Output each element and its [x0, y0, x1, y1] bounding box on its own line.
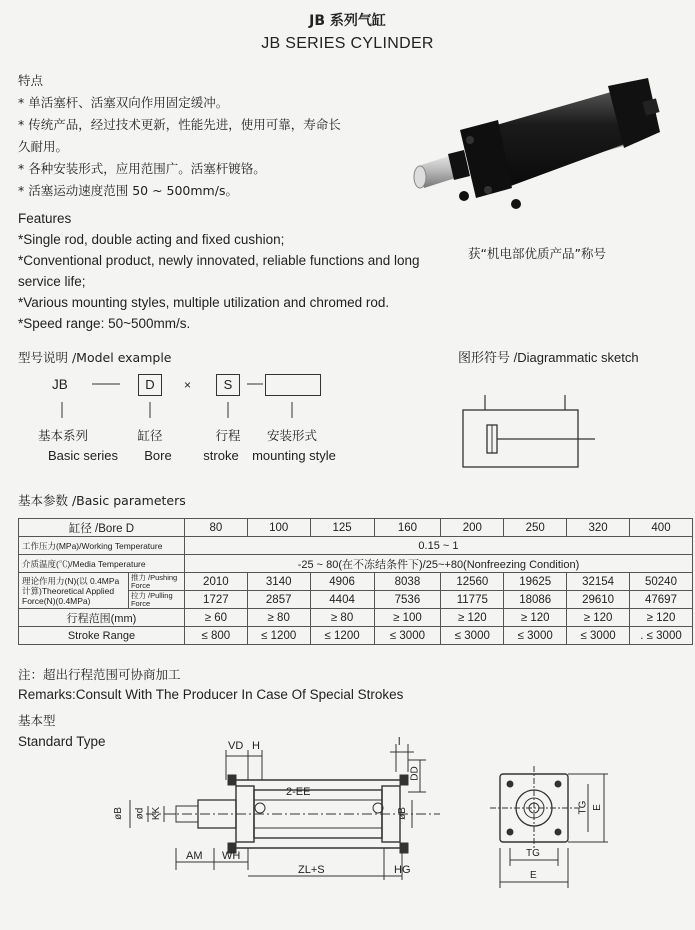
stroke-max-cell: ≤ 3000: [567, 627, 630, 645]
pressure-label: 工作压力(MPa)/Working Temperature: [19, 537, 185, 555]
features-en-line: *Various mounting styles, multiple utilization and chromed rod.: [18, 295, 390, 310]
stroke-min-cell: ≥ 100: [374, 609, 441, 627]
page-title-cn: JB 系列气缸: [309, 13, 386, 29]
bore-cell: 125: [310, 519, 374, 537]
dim-zl-s: ZL+S: [298, 864, 325, 876]
bore-cell: 400: [630, 519, 693, 537]
stroke-label-en: Stroke Range: [19, 627, 185, 645]
dim-d: ød: [134, 807, 146, 820]
bore-header: 缸径 /Bore D: [19, 519, 185, 537]
stroke-max-cell: ≤ 800: [184, 627, 247, 645]
features-en-heading: Features: [18, 211, 72, 226]
stroke-min-cell: ≥ 120: [630, 609, 693, 627]
bore-cell: 200: [441, 519, 504, 537]
stroke-box-label: S: [223, 377, 233, 392]
push-cell: 12560: [441, 573, 504, 591]
bore-cell: 80: [184, 519, 247, 537]
photo-caption: 获“机电部优质产品”称号: [468, 246, 606, 261]
stroke-max-cell: . ≤ 3000: [630, 627, 693, 645]
stroke-max-cell: ≤ 1200: [310, 627, 374, 645]
bore-box-label: D: [145, 377, 155, 392]
pull-label-line: Force: [130, 598, 151, 608]
features-cn-line: * 传统产品，经过技术更新，性能先进，使用可靠，寿命长: [18, 117, 341, 132]
pull-cell: 2857: [247, 591, 310, 609]
label-basic-series-en: Basic series: [47, 448, 119, 463]
push-cell: 4906: [310, 573, 374, 591]
dim-vd: VD: [228, 740, 244, 752]
pull-cell: 1727: [184, 591, 247, 609]
page-title-en: JB SERIES CYLINDER: [261, 35, 434, 52]
pull-cell: 29610: [567, 591, 630, 609]
features-cn-heading: 特点: [18, 73, 44, 88]
dim-e-bottom: E: [530, 870, 537, 881]
label-bore-en: Bore: [144, 448, 172, 463]
pull-cell: 4404: [310, 591, 374, 609]
standard-type-en: Standard Type: [18, 734, 106, 749]
features-cn-line: * 单活塞杆、活塞双向作用固定缓冲。: [18, 95, 229, 110]
model-prefix: JB: [52, 377, 68, 392]
push-label-line: Force: [130, 580, 151, 590]
force-label-line: Force(N)(0.4MPa): [22, 595, 91, 606]
dim-hg: HG: [394, 864, 411, 876]
stroke-min-cell: ≥ 80: [310, 609, 374, 627]
stroke-min-cell: ≥ 80: [247, 609, 310, 627]
push-cell: 8038: [374, 573, 441, 591]
dim-tg-bottom: TG: [526, 848, 540, 859]
bore-cell: 160: [374, 519, 441, 537]
dim-dd: DD: [409, 766, 421, 781]
pressure-value: 0.15 ~ 1: [184, 537, 692, 555]
times-sign: ×: [184, 378, 192, 392]
stroke-label-cn: 行程范围(mm): [19, 609, 185, 627]
features-en-line: *Speed range: 50~500mm/s.: [18, 316, 191, 331]
dim-tg-right: TG: [577, 800, 589, 815]
dim-am: AM: [186, 850, 203, 862]
features-cn-line: * 各种安装形式，应用范围广。活塞杆镀铬。: [18, 161, 266, 176]
label-stroke-cn: 行程: [215, 428, 241, 443]
push-label-line: 推力 /Pushing: [130, 572, 178, 582]
stroke-max-cell: ≤ 3000: [504, 627, 567, 645]
push-cell: 32154: [567, 573, 630, 591]
force-label-line: 计算)Theoretical Applied: [22, 585, 115, 596]
push-cell: 2010: [184, 573, 247, 591]
stroke-max-cell: ≤ 3000: [441, 627, 504, 645]
pull-cell: 18086: [504, 591, 567, 609]
stroke-min-cell: ≥ 120: [567, 609, 630, 627]
params-heading: 基本参数 /Basic parameters: [18, 493, 186, 508]
label-mounting-cn: 安装形式: [266, 428, 317, 443]
features-en-line: *Conventional product, newly innovated, reliable functions and long: [18, 253, 420, 268]
dim-b-right: øB: [396, 807, 408, 820]
push-cell: 19625: [504, 573, 567, 591]
bore-cell: 250: [504, 519, 567, 537]
features-cn-line: * 活塞运动速度范围 50 ~ 500mm/s。: [18, 183, 238, 198]
bore-cell: 320: [567, 519, 630, 537]
diagram-heading: 图形符号 /Diagrammatic sketch: [458, 350, 639, 365]
dim-wh: WH: [222, 850, 241, 862]
features-en-line: *Single rod, double acting and fixed cushion;: [18, 232, 285, 247]
model-example-heading: 型号说明 /Model example: [18, 350, 172, 365]
note-cn: 注：超出行程范围可协商加工: [18, 667, 181, 682]
push-cell: 3140: [247, 573, 310, 591]
label-stroke-en: stroke: [203, 448, 239, 463]
pull-cell: 11775: [441, 591, 504, 609]
label-basic-series-cn: 基本系列: [37, 428, 88, 443]
media-label: 介质温度(℃)/Media Temperature: [19, 555, 185, 573]
pull-cell: 7536: [374, 591, 441, 609]
standard-type-cn: 基本型: [18, 713, 56, 728]
push-cell: 50240: [630, 573, 693, 591]
stroke-max-cell: ≤ 1200: [247, 627, 310, 645]
stroke-max-cell: ≤ 3000: [374, 627, 441, 645]
dim-kk: KK: [151, 806, 163, 821]
pull-label-line: 拉力 /Pulling: [130, 590, 173, 600]
stroke-min-cell: ≥ 120: [441, 609, 504, 627]
stroke-min-cell: ≥ 60: [184, 609, 247, 627]
pull-cell: 47697: [630, 591, 693, 609]
dim-l: l: [398, 736, 401, 748]
note-en: Remarks:Consult With The Producer In Case Of Special Strokes: [18, 687, 404, 702]
force-label-line: 理论作用力(N)(以 0.4MPa: [22, 575, 120, 586]
features-en-line: service life;: [18, 274, 86, 289]
media-value: -25 ~ 80(在不冻结条件下)/25~+80(Nonfreezing Condition): [184, 555, 692, 573]
label-mounting-en: mounting style: [252, 448, 336, 463]
stroke-min-cell: ≥ 120: [504, 609, 567, 627]
dim-b-left: øB: [112, 807, 124, 820]
dim-h: H: [252, 740, 260, 752]
dim-ee: 2-EE: [286, 786, 311, 798]
label-bore-cn: 缸径: [137, 428, 163, 443]
features-cn-line: 久耐用。: [18, 139, 69, 154]
bore-cell: 100: [247, 519, 310, 537]
dim-e-right: E: [591, 804, 603, 811]
